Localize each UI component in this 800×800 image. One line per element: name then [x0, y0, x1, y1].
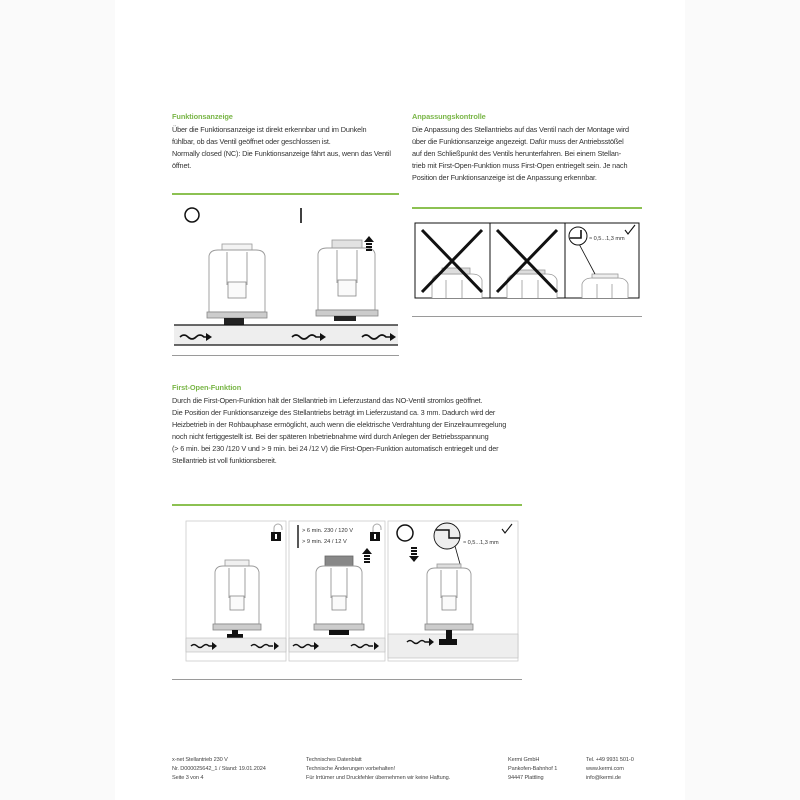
text-first-open [172, 395, 506, 468]
mm-label: ≈ 0,5...1,3 mm [463, 540, 499, 546]
footer-line: x-net Stellantrieb 230 V [172, 757, 228, 763]
footer-document [306, 756, 450, 784]
footer-line[interactable]: info@kermi.de [586, 775, 621, 782]
paragraph-line: Stellantrieb ist voll funktionsbereit. [172, 456, 277, 466]
voltage-label-230: > 6 min. 230 / 120 V [302, 528, 354, 534]
footer-line[interactable]: www.kermi.com [586, 766, 624, 773]
footer-contact [586, 756, 634, 784]
paragraph-line: öffnet. [172, 161, 192, 171]
accent-line [412, 207, 642, 209]
footer-line: 94447 Plattling [508, 775, 544, 782]
voltage-label-24: > 9 min. 24 / 12 V [302, 539, 347, 545]
footer-product [172, 756, 266, 784]
footer-line: Technische Änderungen vorbehalten! [306, 766, 395, 773]
mm-label: ≈ 0,5...1,3 mm [589, 236, 625, 242]
text-anpassungskontrolle [412, 124, 629, 184]
paragraph-line: Über die Funktionsanzeige ist direkt erkennbar und im Dunkeln [172, 125, 367, 134]
paragraph-line: (> 6 min. bei 230 /120 V und > 9 min. bei 24 /12 V) die First-Open-Funktion automatisch entriegelt und der [172, 444, 499, 454]
footer-line: Für Irrtümer und Druckfehler übernehmen wir keine Haftung. [306, 775, 451, 782]
heading-first-open: First-Open-Funktion [172, 383, 242, 392]
paragraph-line: Die Anpassung des Stellantriebs auf das Ventil nach der Montage wird [412, 125, 629, 134]
paragraph-line: Durch die First-Open-Funktion hält der Stellantrieb im Lieferzustand das NO-Ventil stromlos geöffnet. [172, 396, 483, 405]
panel-voltage-applied [289, 521, 385, 661]
footer-line: Seite 3 von 4 [172, 775, 204, 782]
figure-anpassungskontrolle [412, 222, 642, 302]
circle-off-icon [185, 208, 199, 222]
accent-line [172, 193, 399, 195]
heading-anpassungskontrolle: Anpassungskontrolle [412, 112, 486, 121]
divider [172, 679, 522, 680]
footer-line: Technisches Datenblatt [306, 757, 362, 763]
paragraph-line: Heizbetrieb in der Rohbauphase ermöglicht, auch wenn die elektrische Verdrahtung der Einzelraumregelung [172, 420, 507, 430]
panel-adapted [388, 521, 518, 661]
divider [172, 355, 399, 356]
paragraph-line: auf den Schließpunkt des Ventils herunterfahren. Bei einem Stellan- [412, 149, 621, 159]
footer-line: Tel. +49 9931 501-0 [586, 757, 634, 763]
footer-line: Pankofen-Bahnhof 1 [508, 766, 558, 773]
paragraph-line: Position der Funktionsanzeige ist die Anpassung erkennbar. [412, 173, 597, 183]
paragraph-line: trieb mit First-Open-Funktion muss First-Open entriegelt sein. Je nach [412, 161, 628, 171]
paragraph-line: fühlbar, ob das Ventil geöffnet oder geschlossen ist. [172, 137, 331, 147]
footer-company [508, 756, 557, 784]
accent-line [172, 504, 522, 506]
paragraph-line: Die Position der Funktionsanzeige des Stellantriebs beträgt im Lieferzustand ca. 3 mm. Dadurch wird der [172, 408, 496, 418]
paragraph-line: Normally closed (NC): Die Funktionsanzeige fährt aus, wenn das Ventil [172, 149, 391, 159]
footer-line: Nr. D000025642_1 / Stand: 19.01.2024 [172, 766, 266, 773]
paragraph-line: über die Funktionsanzeige angezeigt. Dafür muss der Antriebsstößel [412, 137, 624, 147]
actuator-closed-illustration [207, 244, 267, 330]
heading-funktionsanzeige: Funktionsanzeige [172, 112, 233, 121]
footer-line: Kermi GmbH [508, 757, 540, 763]
panel-delivery-state [186, 521, 286, 661]
figure-first-open [185, 520, 520, 665]
actuator-open-illustration [316, 240, 378, 321]
paragraph-line: noch nicht fertiggestellt ist. Bei der späteren Inbetriebnahme wird durch Anlegen der Betriebsspannung [172, 432, 489, 442]
figure-funktionsanzeige [172, 200, 400, 350]
text-funktionsanzeige [172, 124, 391, 172]
divider [412, 316, 642, 317]
